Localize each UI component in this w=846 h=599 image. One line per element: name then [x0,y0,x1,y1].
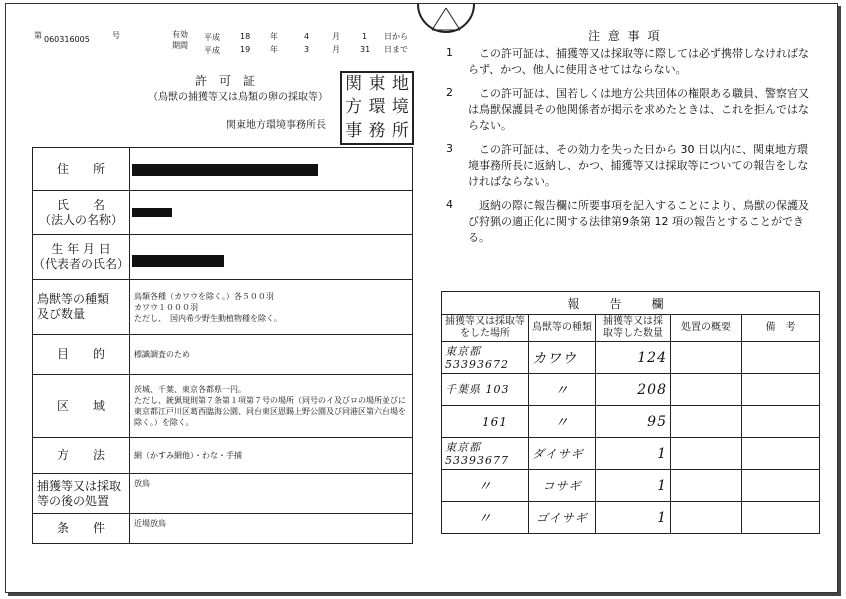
number-suffix: 号 [112,31,120,40]
seal-char: 方 [345,97,363,118]
seal-char: 環 [368,97,386,118]
notice-item: 3 この許可証は、その効力を失った日から 30 日以内に、関東地方環境事務所長に返納し、かつ、捕獲等又は採取等についての報告をしなければならない。 [446,142,809,188]
conditions-label: 条 件 [33,514,130,544]
method-value: 網（かすみ網他）・わな・手捕 [130,438,413,474]
report-remarks [742,502,820,534]
birthdate-label: 生 年 月 日 （代表者の氏名） [33,235,130,280]
report-count: 1 [596,502,671,534]
report-place: 東京都 53393677 [442,438,529,470]
report-row [442,374,820,406]
notice-title: 注 意 事 項 [588,29,662,43]
area-label: 区 域 [33,375,130,438]
species-label: 鳥獣等の種類 及び数量 [33,280,130,335]
permit-number: 060316005 [44,35,90,44]
seal-char: 事 [345,120,363,141]
official-seal [340,71,414,145]
seal-char: 所 [391,120,409,141]
notice-item: 4 返納の際に報告欄に所要事項を記入することにより、鳥獣の保護及び狩猟の適正化に関する法律第9条第 12 項の報告とすることができる。 [446,198,809,244]
seal-char: 境 [391,97,409,118]
seal-char: 地 [391,74,409,94]
report-row [442,470,820,502]
name-label: 氏 名 （法人の名称） [33,191,130,235]
seal-char: 東 [368,74,386,94]
report-place: 〃 [442,502,529,534]
from-suffix: 日から [384,32,408,41]
from-era: 平成 [204,33,220,42]
post-capture-value: 放鳥 [130,474,413,514]
to-month: 3 [304,45,310,54]
to-suffix: 日まで [384,45,408,54]
report-disposition [671,406,742,438]
purpose-value: 標識調査のため [130,335,413,375]
report-header-remarks: 備 考 [742,315,820,342]
report-species: ダイサギ [529,438,596,470]
report-row [442,406,820,438]
report-remarks [742,406,820,438]
report-remarks [742,470,820,502]
report-species: ゴイサギ [529,502,596,534]
address-label: 住 所 [33,148,130,191]
report-table [441,291,820,534]
notice-item: 2 この許可証は、国若しくは地方公共団体の権限ある職員、警察官又は鳥獣保護員その他関係者が掲示を求めたときは、これを拒んではならない。 [446,86,809,132]
permit-title: 許 可 証 [194,74,255,88]
report-header-count: 捕獲等又は採取等した数量 [596,315,671,342]
method-label: 方 法 [33,438,130,474]
report-disposition [671,502,742,534]
report-place: 〃 [442,470,529,502]
post-capture-label: 捕獲等又は採取 等の後の処置 [33,474,130,514]
report-row [442,502,820,534]
validity-label-2: 期間 [172,41,188,50]
from-month: 4 [304,32,310,41]
report-count: 1 [596,470,671,502]
report-remarks [742,342,820,374]
report-header-place: 捕獲等又は採取等をした場所 [442,315,529,342]
to-month-unit: 月 [332,45,340,54]
name-value [130,191,413,235]
area-value: 茨城、千葉、東京各都県一円。 ただし、銃猟規則第７条第１項第７号の場所（同号のイ及びロの場所並びに東京都江戸川区葛西臨海公園、同台東区恩賜上野公園及び同港区第六台場を除く。）を除く。 [130,375,413,438]
issuer: 関東地方環境事務所長 [226,120,326,131]
redacted-name [132,208,172,217]
report-place: 東京都 53393672 [442,342,529,374]
conditions-value: 近場放鳥 [130,514,413,544]
validity-label-1: 有効 [172,30,188,39]
report-count: 1 [596,438,671,470]
report-place: 千葉県 103 [442,374,529,406]
report-disposition [671,342,742,374]
report-title: 報告欄 [442,292,820,315]
from-month-unit: 月 [332,32,340,41]
redacted-address [132,164,318,176]
species-value: 鳥類各種（カワウを除く。）各５００羽 カワウ１０００羽 ただし、 国内希少野生動植物種を除く。 [130,280,413,335]
report-species: 〃 [529,374,596,406]
notice-item: 1 この許可証は、捕獲等又は採取等に際しては必ず携帯しなければならず、かつ、他人に使用させてはならない。 [446,46,809,76]
report-row [442,342,820,374]
report-remarks [742,374,820,406]
report-species: 〃 [529,406,596,438]
report-header-disposition: 処置の概要 [671,315,742,342]
report-species: カワウ [529,342,596,374]
to-day: 31 [360,45,371,54]
report-count: 95 [596,406,671,438]
report-disposition [671,470,742,502]
report-disposition [671,374,742,406]
report-place: 161 [442,406,529,438]
permit-details-table [32,147,413,544]
purpose-label: 目 的 [33,335,130,375]
notice-list [446,46,816,246]
from-year-unit: 年 [270,32,278,41]
permit-subtitle: （鳥獣の捕獲等又は鳥類の卵の採取等） [148,92,328,103]
to-era: 平成 [204,46,220,55]
from-year: 18 [240,32,251,41]
seal-char: 務 [368,120,386,141]
report-header-species: 鳥獣等の種類 [529,315,596,342]
report-count: 208 [596,374,671,406]
to-year-unit: 年 [270,45,278,54]
to-year: 19 [240,45,251,54]
seal-char: 関 [345,74,363,94]
address-value [130,148,413,191]
report-row [442,438,820,470]
birthdate-value [130,235,413,280]
report-count: 124 [596,342,671,374]
report-remarks [742,438,820,470]
redacted-birthdate [132,255,224,267]
report-disposition [671,438,742,470]
report-species: コサギ [529,470,596,502]
number-prefix: 第 [34,31,42,40]
binding-ring-icon [416,4,476,44]
from-day: 1 [362,32,368,41]
